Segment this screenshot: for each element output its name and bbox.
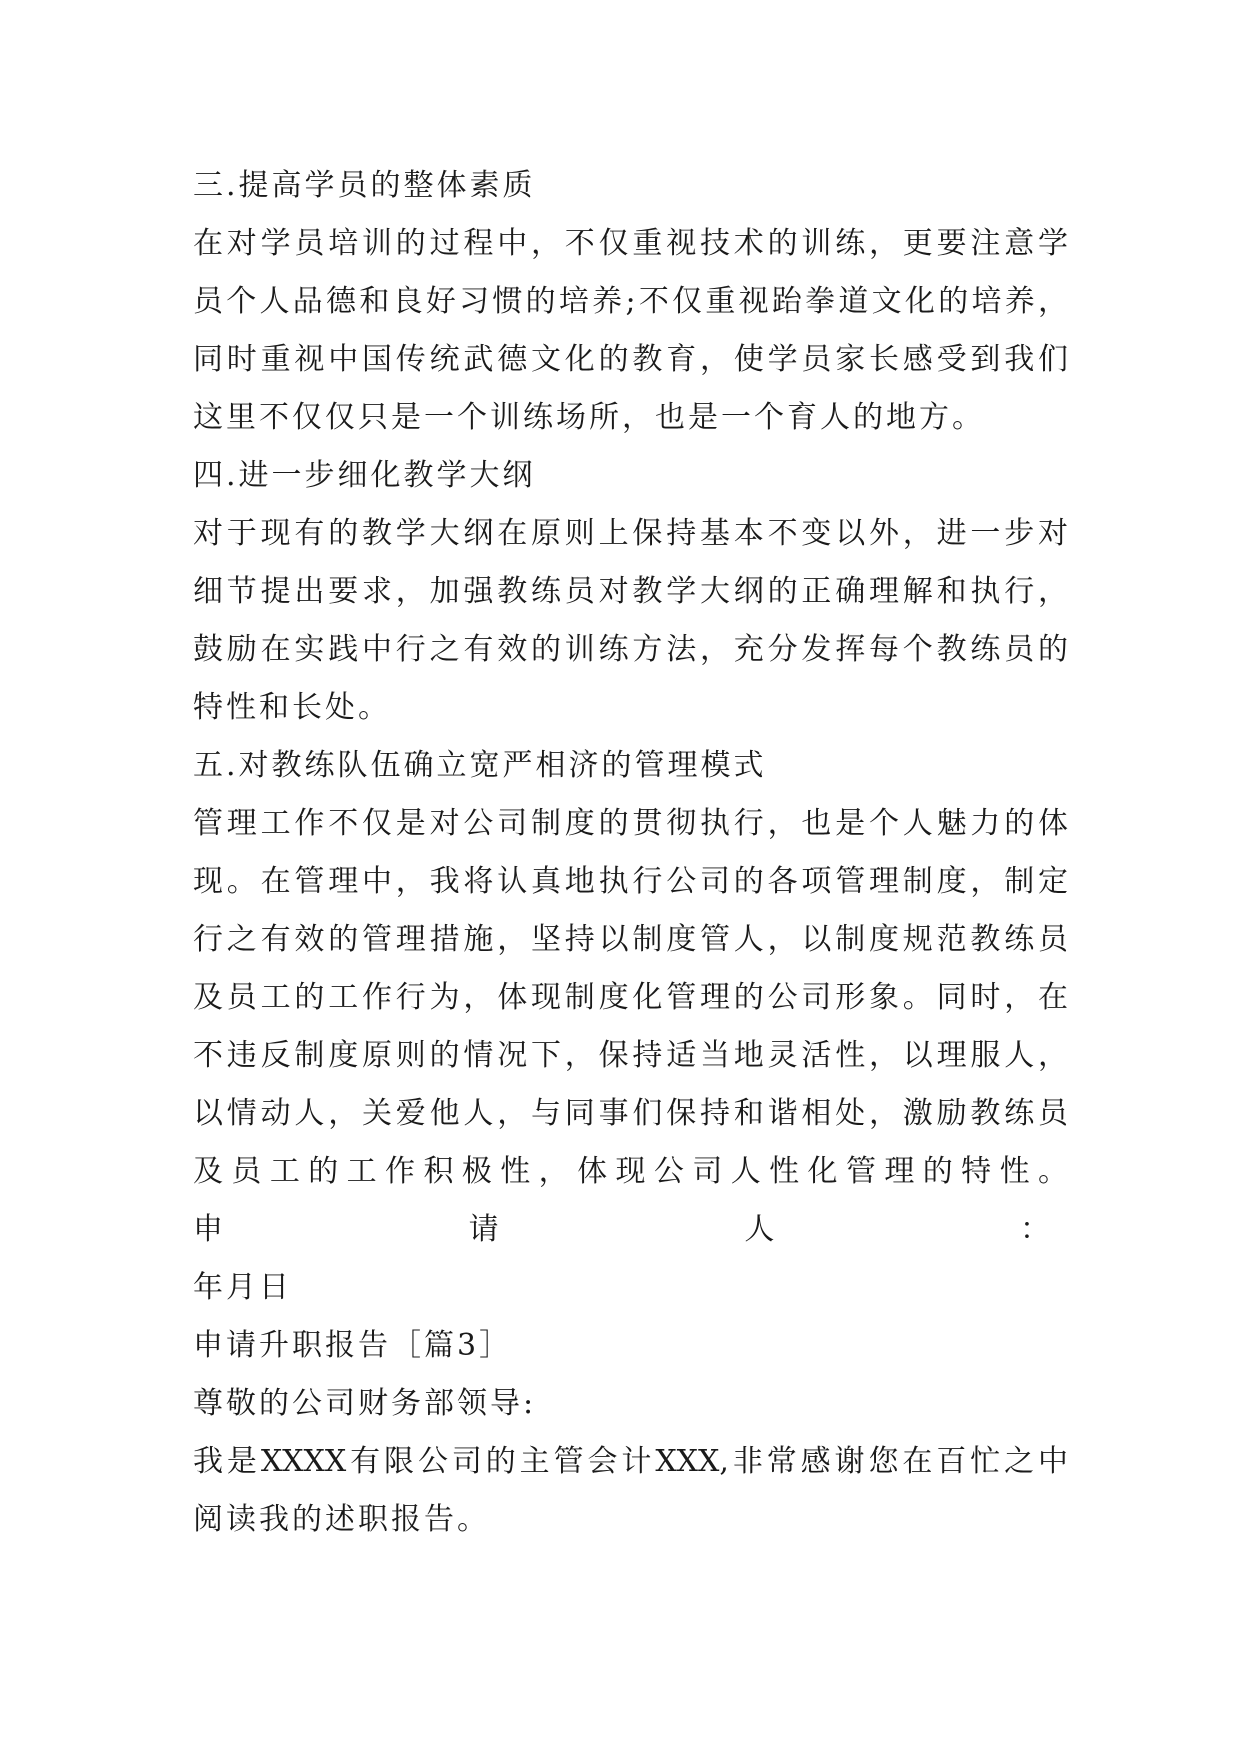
- applicant-signature-line: [193, 1201, 1053, 1259]
- paragraph-line: 阅读我的述职报告。: [193, 1502, 490, 1537]
- paragraph-line: 不违反制度原则的情况下，保持适当地灵活性，以理服人，: [193, 1038, 1068, 1073]
- signature-char: ：: [1019, 1212, 1053, 1247]
- document-page: [193, 157, 1068, 1549]
- paragraph-line: 管理工作不仅是对公司制度的贯彻执行，也是个人魅力的体: [193, 806, 1068, 841]
- paragraph-line: 现。在管理中，我将认真地执行公司的各项管理制度，制定: [193, 864, 1068, 899]
- paragraph-line: 员个人品德和良好习惯的培养;不仅重视跆拳道文化的培养，: [193, 284, 1068, 319]
- paragraph-line: 同时重视中国传统武德文化的教育，使学员家长感受到我们: [193, 342, 1068, 377]
- report-title: 申请升职报告［篇3］: [193, 1328, 513, 1363]
- signature-char: 申: [193, 1212, 226, 1247]
- paragraph-line: 在对学员培训的过程中，不仅重视技术的训练，更要注意学: [193, 226, 1068, 261]
- section-heading: 五.对教练队伍确立宽严相济的管理模式: [193, 748, 767, 783]
- paragraph-line: 这里不仅仅只是一个训练场所，也是一个育人的地方。: [193, 400, 985, 435]
- paragraph-line: 及员工的工作行为，体现制度化管理的公司形象。同时，在: [193, 980, 1068, 1015]
- paragraph-line: 以情动人，关爱他人，与同事们保持和谐相处，激励教练员: [193, 1096, 1068, 1131]
- paragraph-line: 行之有效的管理措施，坚持以制度管人，以制度规范教练员: [193, 922, 1068, 957]
- paragraph-line: 对于现有的教学大纲在原则上保持基本不变以外，进一步对: [193, 516, 1068, 551]
- paragraph-line: 及员工的工作积极性，体现公司人性化管理的特性。: [193, 1154, 1068, 1189]
- paragraph-line: 特性和长处。: [193, 690, 391, 725]
- section-heading: 三.提高学员的整体素质: [193, 168, 536, 203]
- paragraph-line: 细节提出要求，加强教练员对教学大纲的正确理解和执行，: [193, 574, 1068, 609]
- section-heading: 四.进一步细化教学大纲: [193, 458, 536, 493]
- signature-char: 人: [744, 1212, 778, 1247]
- date-line: 年月日: [193, 1270, 292, 1305]
- salutation: 尊敬的公司财务部领导:: [193, 1386, 537, 1421]
- paragraph-line: 我是XXXX有限公司的主管会计XXX,非常感谢您在百忙之中: [193, 1444, 1068, 1479]
- paragraph-line: 鼓励在实践中行之有效的训练方法，充分发挥每个教练员的: [193, 632, 1068, 667]
- signature-char: 请: [468, 1212, 502, 1247]
